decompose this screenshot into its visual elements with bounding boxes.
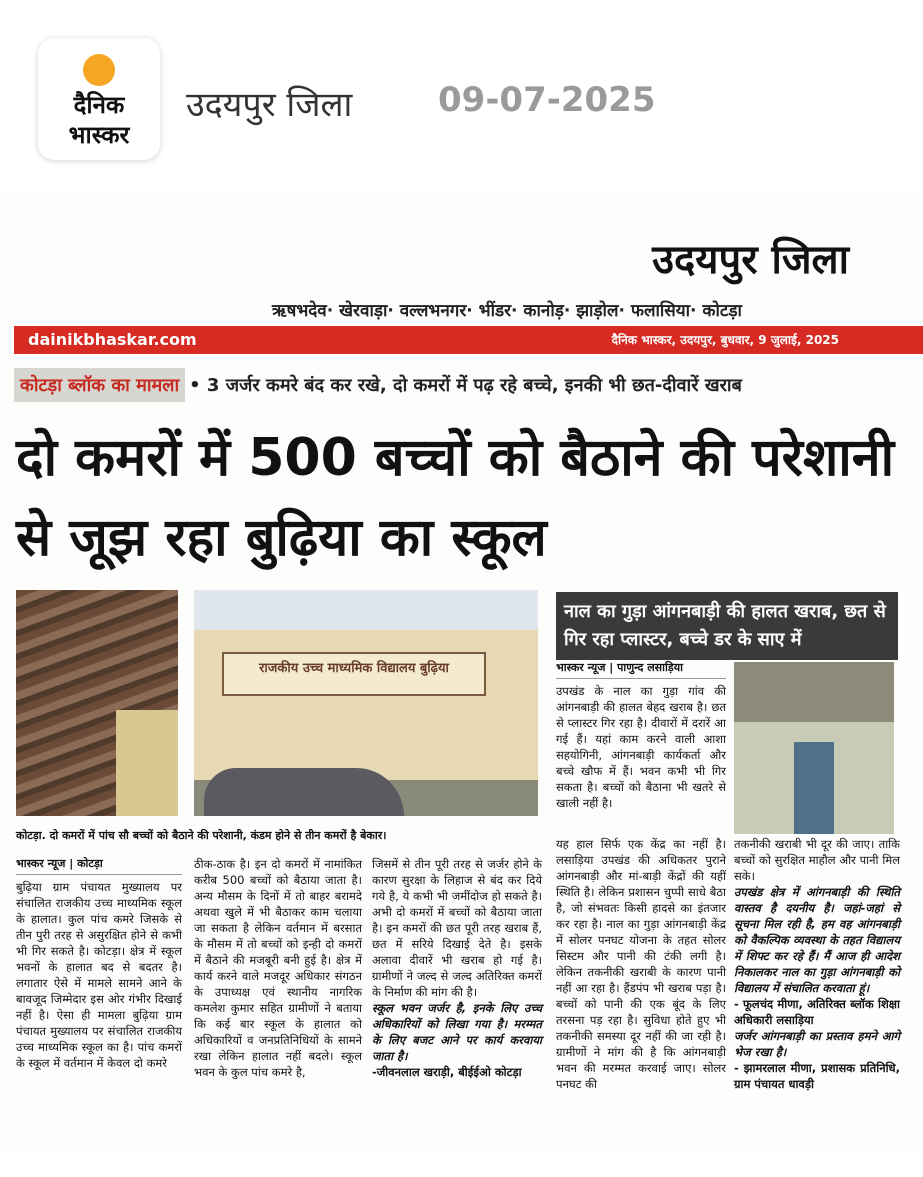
side-headline: नाल का गुड़ा आंगनबाड़ी की हालत खराब, छत से गिर रहा प्लास्टर, बच्चे डर के साए में [556, 592, 898, 660]
article-column-1 [16, 856, 182, 1071]
side-article-column-1 [556, 660, 726, 811]
ceiling-photo [16, 590, 178, 816]
main-headline: दो कमरों में 500 बच्चों को बैठाने की परेशानी से जूझ रहा बुढ़िया का स्कूल [16, 428, 895, 568]
column-text: जिसमें से तीन पूरी तरह से जर्जर होने के कारण सुरक्षा के लिहाज से बंद कर दिये गये है, ये कभी भी जमींदोज हो सकते है। अभी दो कमरों में बच्चों को बैठाया जाता है। इन कमरों की छत पूरी तरह खराब हैं, छत में सरिये दिखाई देते है। इसके अलावा दीवारें भी खराब हो गई है। ग्रामीणों ने जल्द से जल्द अतिरिक्त कमरों के निर्माण की मांग की है। [372, 857, 542, 999]
sky-shape [194, 590, 538, 630]
quote-signature: -जीवनलाल खराड़ी, बीईईओ कोटड़ा [372, 1065, 522, 1079]
kicker [14, 368, 742, 402]
article-column-3 [372, 856, 542, 1080]
wall-shape [116, 710, 178, 816]
edition-date: 09-07-2025 [438, 80, 656, 120]
door-shape [794, 742, 834, 834]
dateline: दैनिक भास्कर, उदयपुर, बुधवार, 9 जुलाई, 2025 [611, 333, 839, 347]
logo-line2: भास्कर [68, 121, 130, 149]
quote-signature: - झामरलाल मीणा, प्रशासक प्रतिनिधि, ग्राम पंचायत धावड़ी [734, 1061, 900, 1091]
column-text: बुढ़िया ग्राम पंचायत मुख्यालय पर संचालित राजकीय उच्च माध्यमिक स्कूल के हालात। कुल पांच कमरे जिसके से तीन पुरी तरह से असुरक्षित होने से कभी भी गिर सकते है। कोटड़ा। क्षेत्र में स्कूल भवनों के हालात बद से बदतर है। लगातार ऐसे में मामले सामने आने के बावजूद जिम्मेदार इस ओर गंभीर दिखाई नहीं है। ऐसा ही मामला बुढ़िया ग्राम पंचायत मुख्यालय पर संचालित राजकीय उच्च माध्यमिक स्कूल का है। पांच कमरों के स्कूल में वर्तमान में केवल दो कमरे [16, 880, 182, 1070]
school-photo [194, 590, 538, 816]
towns-line: ऋषभदेव· खेरवाड़ा· वल्लभनगर· भींडर· कानोड़· झाड़ोल· फलासिया· कोटड़ा [272, 301, 742, 321]
article-column-2 [194, 856, 362, 1080]
site-url: dainikbhaskar.com [28, 330, 197, 349]
school-sign: राजकीय उच्च माध्यमिक विद्यालय बुढ़िया [222, 652, 486, 696]
ceiling-shape [734, 662, 894, 722]
edition-title: उदयपुर जिला [186, 85, 353, 125]
newspaper-page [0, 190, 923, 1177]
district-title: उदयपुर जिला [652, 237, 849, 283]
official-quote: स्कूल भवन जर्जर है, इनके लिए उच्च अधिकारियों को लिखा गया है। मरम्मत के लिए बजट आने पर कार्य करवाया जाता है। [372, 1001, 542, 1063]
side-article-column-1b [556, 836, 726, 1092]
app-header [0, 0, 923, 190]
column-text: यह हाल सिर्फ एक केंद्र का नहीं है। लसाड़िया उपखंड की अधिकतर पुराने आंगनबाड़ी और मां-बाड़ी केंद्रों की यहीं स्थिति है। लेकिन प्रशासन चुप्पी साधे बैठा है, जो संभवतः किसी हादसे का इंतजार कर रहा है। नाल का गुड़ा आंगनबाड़ी केंद्र में सोलर पनघट योजना के तहत सोलर सिस्टम और पानी की टंकी लगी है। लेकिन तकनीकी खराबी के कारण पानी नहीं आ रहा है। हैंडपंप भी खराब पड़ा है। बच्चों को पानी की एक बूंद के लिए तरसना पड़ रहा है। सुविधा होते हुए भी तकनीकी समस्या दूर नहीं की जा रही है। ग्रामीणों ने मांग की है कि आंगनबाड़ी भवन की मरम्मत करवाई जाए। सोलर पनघट की [556, 837, 726, 1091]
logo-line1: दैनिक [73, 91, 125, 119]
sun-icon [83, 54, 115, 86]
car-shape [204, 768, 404, 816]
kicker-tag: कोटड़ा ब्लॉक का मामला [14, 368, 185, 402]
kicker-sub: • 3 जर्जर कमरे बंद कर रखे, दो कमरों में पढ़ रहे बच्चे, इनकी भी छत-दीवारें खराब [189, 375, 742, 396]
byline: भास्कर न्यूज | कोटड़ा [16, 856, 182, 875]
quote-signature: - फूलचंद मीणा, अतिरिक्त ब्लॉक शिक्षा अधिकारी लसाड़िया [734, 997, 900, 1027]
column-text: तकनीकी खराबी भी दूर की जाए। ताकि बच्चों को सुरक्षित माहौल और पानी मिल सके। [734, 837, 900, 883]
official-quote: जर्जर आंगनबाड़ी का प्रस्ताव हमने आगे भेज रखा है। [734, 1029, 900, 1059]
dainik-bhaskar-logo[interactable] [38, 38, 160, 160]
official-quote: उपखंड क्षेत्र में आंगनबाड़ी की स्थिति वास्तव है दयनीय है। जहां-जहां से सूचना मिल रही है, हम वह आंगनबाड़ी को वैकल्पिक व्यवस्था के तहत विद्यालय में शिफ्ट कर रहे हैं। मैं आज ही आदेश निकालकर नाल का गुड़ा आंगनबाड़ी को विद्यालय में संचालित करवाता हूं। [734, 885, 900, 995]
column-text: ठीक-ठाक है। इन दो कमरों में नामांकित करीब 500 बच्चों को बैठाया जाता है। अन्य मौसम के दिनों में तो बाहर बरामदे अथवा खुले में भी बैठाकर काम चलाया जा सकता है लेकिन वर्तमान में बरसात के मौसम में तो बच्चों को इन्ही दो कमरों में बैठाने की मजबूरी बनी हुई है। क्षेत्र में कार्य करने वाले मजदूर अधिकार संगठन के उपाध्यक्ष एवं स्थानीय नागरिक कमलेश कुमार सहित ग्रामीणों ने बताया कि कई बार स्कूल के हालात को अधिकारियों व जनप्रतिनिधियों के सामने रखा लेकिन हालात नहीं बदले। स्कूल भवन के कुल पांच कमरे है, [194, 857, 362, 1079]
byline: भास्कर न्यूज | पाणुन्द लसाड़िया [556, 660, 726, 679]
side-article-column-2 [734, 836, 900, 1092]
page-bottom [0, 1150, 923, 1177]
anganwadi-photo [734, 662, 894, 834]
masthead-bar [14, 326, 923, 354]
photo-caption: कोटड़ा. दो कमरों में पांच सौ बच्चों को बैठाने की परेशानी, कंडम होने से तीन कमरों है बेकार। [16, 829, 387, 842]
column-text: उपखंड के नाल का गुड़ा गांव की आंगनबाड़ी की हालत बेहद खराब है। छत से प्लास्टर गिर रहा है। दीवारों में दरारें आ गई हैं। यहां काम करने वाली आशा सहयोगिनी, आंगनबाड़ी कार्यकर्ता और बच्चे खौफ में हैं। भवन कभी भी गिर सकता है। बच्चों को बैठाना भी खतरे से खाली नहीं है। [556, 684, 726, 810]
